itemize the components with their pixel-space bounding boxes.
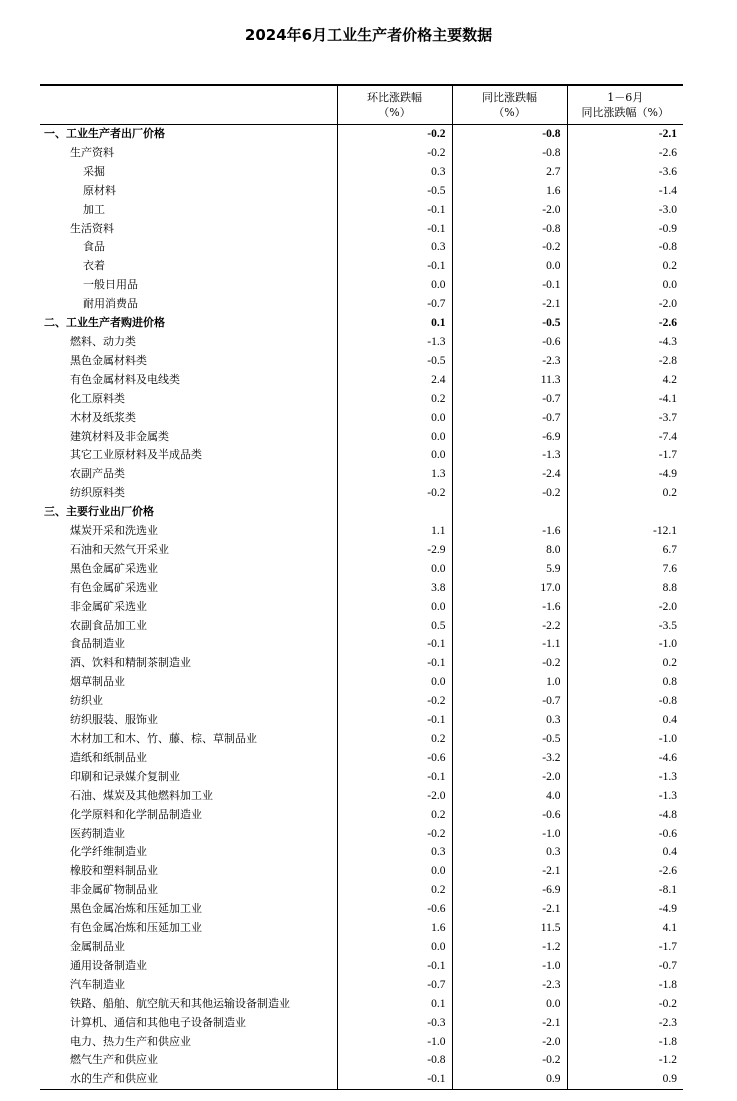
row-label: 石油和天然气开采业 (70, 542, 169, 556)
ytd-value: -4.3 (567, 333, 683, 352)
ytd-value: -4.1 (567, 390, 683, 409)
yoy-value: 0.0 (452, 995, 567, 1014)
yoy-value: 4.0 (452, 787, 567, 806)
mom-value: -0.1 (337, 957, 452, 976)
section-row (40, 314, 683, 333)
header-mom (337, 85, 452, 125)
table-row (40, 825, 683, 844)
table-row (40, 295, 683, 314)
yoy-value: 0.3 (452, 711, 567, 730)
mom-value: -0.5 (337, 182, 452, 201)
table-row (40, 1070, 683, 1089)
ytd-value: -3.0 (567, 201, 683, 220)
yoy-value: -0.8 (452, 220, 567, 239)
mom-value: 0.0 (337, 938, 452, 957)
ytd-value: -1.0 (567, 635, 683, 654)
ytd-value: -3.7 (567, 409, 683, 428)
ytd-value: -4.6 (567, 749, 683, 768)
yoy-value: -0.2 (452, 484, 567, 503)
mom-value: 0.0 (337, 276, 452, 295)
table-row (40, 995, 683, 1014)
row-label: 计算机、通信和其他电子设备制造业 (70, 1015, 246, 1029)
table-row (40, 635, 683, 654)
yoy-value: -1.6 (452, 598, 567, 617)
table-row (40, 711, 683, 730)
table-row (40, 522, 683, 541)
row-label: 印刷和记录媒介复制业 (70, 769, 180, 783)
yoy-value: -2.0 (452, 201, 567, 220)
yoy-value: -2.4 (452, 465, 567, 484)
mom-value: -0.5 (337, 352, 452, 371)
mom-value: -0.7 (337, 295, 452, 314)
table-row (40, 163, 683, 182)
table-row (40, 673, 683, 692)
row-label: 食品制造业 (70, 637, 125, 651)
table-row (40, 333, 683, 352)
ytd-value: 0.8 (567, 673, 683, 692)
yoy-value: -2.0 (452, 768, 567, 787)
mom-value: -0.2 (337, 484, 452, 503)
table-row (40, 768, 683, 787)
table-row (40, 1014, 683, 1033)
row-label: 有色金属材料及电线类 (70, 372, 180, 386)
table-row (40, 465, 683, 484)
yoy-value: -0.5 (452, 314, 567, 333)
yoy-value: -0.2 (452, 654, 567, 673)
row-label: 农副产品类 (70, 467, 125, 481)
ytd-value: 0.9 (567, 1070, 683, 1089)
yoy-value: -0.8 (452, 125, 567, 144)
mom-value: -0.8 (337, 1051, 452, 1070)
mom-value: 0.1 (337, 314, 452, 333)
mom-value: -0.7 (337, 976, 452, 995)
ytd-value: -4.9 (567, 900, 683, 919)
ytd-value: -1.8 (567, 976, 683, 995)
mom-value: 0.3 (337, 163, 452, 182)
ytd-value: -3.5 (567, 617, 683, 636)
header-yoy (452, 85, 567, 125)
table-row (40, 579, 683, 598)
mom-value: 0.2 (337, 806, 452, 825)
ytd-value: -0.7 (567, 957, 683, 976)
yoy-value: -0.1 (452, 276, 567, 295)
ytd-value: -1.3 (567, 787, 683, 806)
table-row (40, 220, 683, 239)
yoy-value: -0.7 (452, 409, 567, 428)
mom-value: 1.3 (337, 465, 452, 484)
ytd-value: 7.6 (567, 560, 683, 579)
ytd-value: 8.8 (567, 579, 683, 598)
row-label: 一、工业生产者出厂价格 (44, 127, 165, 140)
row-label: 造纸和纸制品业 (70, 750, 147, 764)
table-row (40, 617, 683, 636)
mom-value: 1.1 (337, 522, 452, 541)
mom-value: -0.2 (337, 144, 452, 163)
yoy-value: 11.5 (452, 919, 567, 938)
table-row (40, 862, 683, 881)
yoy-value: -0.5 (452, 730, 567, 749)
ytd-value: -1.3 (567, 768, 683, 787)
table-row (40, 238, 683, 257)
yoy-value: -2.3 (452, 352, 567, 371)
row-label: 纺织原料类 (70, 486, 125, 500)
yoy-value: -0.6 (452, 333, 567, 352)
row-label: 农副食品加工业 (70, 618, 147, 632)
ytd-value: -1.7 (567, 938, 683, 957)
row-label: 衣着 (83, 259, 105, 273)
ytd-value: 4.1 (567, 919, 683, 938)
ytd-value: -4.9 (567, 465, 683, 484)
yoy-value: -1.6 (452, 522, 567, 541)
header-yoy-line1: 同比涨跌幅 (482, 91, 537, 104)
table-row (40, 957, 683, 976)
mom-value: -0.2 (337, 825, 452, 844)
mom-value: 0.0 (337, 862, 452, 881)
header-yoy-line2: （%） (493, 106, 526, 119)
mom-value: 3.8 (337, 579, 452, 598)
table-row (40, 692, 683, 711)
table-row (40, 787, 683, 806)
yoy-value: -0.8 (452, 144, 567, 163)
table-row (40, 276, 683, 295)
table-row (40, 428, 683, 447)
ytd-value: -0.9 (567, 220, 683, 239)
section-row (40, 503, 683, 522)
mom-value: 0.0 (337, 428, 452, 447)
ytd-value: 6.7 (567, 541, 683, 560)
mom-value: -0.1 (337, 654, 452, 673)
mom-value: 0.2 (337, 881, 452, 900)
mom-value (337, 503, 452, 522)
row-label: 有色金属冶炼和压延加工业 (70, 921, 202, 935)
row-label: 三、主要行业出厂价格 (44, 505, 154, 519)
yoy-value: 0.0 (452, 257, 567, 276)
mom-value: -0.1 (337, 635, 452, 654)
table-row (40, 560, 683, 579)
table-body (40, 125, 683, 1090)
table-row (40, 371, 683, 390)
mom-value: -0.1 (337, 1070, 452, 1089)
ytd-value: -3.6 (567, 163, 683, 182)
yoy-value: -2.3 (452, 976, 567, 995)
table-row (40, 938, 683, 957)
yoy-value: -1.0 (452, 957, 567, 976)
table-row (40, 446, 683, 465)
mom-value: -0.2 (337, 692, 452, 711)
yoy-value: -1.0 (452, 825, 567, 844)
table-row (40, 1051, 683, 1070)
mom-value: 0.1 (337, 995, 452, 1014)
table-row (40, 352, 683, 371)
table-row (40, 976, 683, 995)
ytd-value: 0.4 (567, 711, 683, 730)
yoy-value: -2.2 (452, 617, 567, 636)
yoy-value: -3.2 (452, 749, 567, 768)
yoy-value: 2.7 (452, 163, 567, 182)
table-row (40, 541, 683, 560)
ytd-value: 0.0 (567, 276, 683, 295)
mom-value: -0.1 (337, 711, 452, 730)
table-header (40, 85, 683, 125)
ytd-value: -7.4 (567, 428, 683, 447)
yoy-value: 17.0 (452, 579, 567, 598)
ytd-value: -2.6 (567, 144, 683, 163)
ytd-value: -1.2 (567, 1051, 683, 1070)
price-data-table (40, 84, 683, 1090)
yoy-value: -1.1 (452, 635, 567, 654)
table-row (40, 843, 683, 862)
mom-value: 0.2 (337, 730, 452, 749)
row-label: 一般日用品 (83, 278, 138, 292)
row-label: 煤炭开采和洗选业 (70, 524, 158, 538)
mom-value: -0.2 (337, 125, 452, 144)
row-label: 通用设备制造业 (70, 958, 147, 972)
ytd-value: -1.8 (567, 1033, 683, 1052)
ytd-value: -2.1 (567, 125, 683, 144)
row-label: 纺织服装、服饰业 (70, 713, 158, 727)
ytd-value: -2.0 (567, 598, 683, 617)
header-ytd-line2: 同比涨跌幅（%） (581, 106, 669, 119)
ytd-value: 4.2 (567, 371, 683, 390)
table-row (40, 749, 683, 768)
yoy-value: 1.6 (452, 182, 567, 201)
mom-value: -0.6 (337, 749, 452, 768)
mom-value: 0.0 (337, 409, 452, 428)
row-label: 橡胶和塑料制品业 (70, 864, 158, 878)
mom-value: 0.3 (337, 843, 452, 862)
mom-value: 0.5 (337, 617, 452, 636)
mom-value: -0.1 (337, 220, 452, 239)
mom-value: -0.3 (337, 1014, 452, 1033)
yoy-value: -1.3 (452, 446, 567, 465)
mom-value: 0.3 (337, 238, 452, 257)
row-label: 生活资料 (70, 221, 114, 235)
yoy-value: 11.3 (452, 371, 567, 390)
row-label: 采掘 (83, 164, 105, 178)
header-indicator (40, 85, 337, 125)
table-row (40, 900, 683, 919)
yoy-value: -2.1 (452, 862, 567, 881)
mom-value: -0.1 (337, 201, 452, 220)
header-row (40, 85, 683, 125)
row-label: 木材加工和木、竹、藤、棕、草制品业 (70, 732, 257, 745)
mom-value: 0.2 (337, 390, 452, 409)
row-label: 化学原料和化学制品制造业 (70, 807, 202, 821)
ytd-value: -12.1 (567, 522, 683, 541)
ytd-value: -2.6 (567, 314, 683, 333)
row-label: 汽车制造业 (70, 977, 125, 991)
yoy-value: 0.3 (452, 843, 567, 862)
row-label: 烟草制品业 (70, 675, 125, 689)
yoy-value: 8.0 (452, 541, 567, 560)
header-mom-line1: 环比涨跌幅 (367, 91, 422, 104)
row-label: 铁路、船舶、航空航天和其他运输设备制造业 (70, 996, 290, 1010)
row-label: 黑色金属冶炼和压延加工业 (70, 902, 202, 916)
yoy-value: -6.9 (452, 428, 567, 447)
table-row (40, 201, 683, 220)
yoy-value: 1.0 (452, 673, 567, 692)
ytd-value: 0.2 (567, 484, 683, 503)
ytd-value: -1.4 (567, 182, 683, 201)
yoy-value: -0.2 (452, 238, 567, 257)
mom-value: 0.0 (337, 673, 452, 692)
row-label: 原材料 (83, 183, 116, 197)
mom-value: 0.0 (337, 560, 452, 579)
ytd-value (567, 503, 683, 522)
yoy-value (452, 503, 567, 522)
row-label: 有色金属矿采选业 (70, 580, 158, 594)
row-label: 化工原料类 (70, 391, 125, 405)
mom-value: -2.9 (337, 541, 452, 560)
table-row (40, 484, 683, 503)
mom-value: -0.6 (337, 900, 452, 919)
row-label: 纺织业 (70, 694, 103, 708)
row-label: 电力、热力生产和供应业 (70, 1034, 191, 1048)
row-label: 黑色金属矿采选业 (70, 561, 158, 575)
yoy-value: -0.6 (452, 806, 567, 825)
table-row (40, 144, 683, 163)
ytd-value: 0.2 (567, 257, 683, 276)
row-label: 酒、饮料和精制茶制造业 (70, 656, 191, 670)
row-label: 加工 (83, 202, 105, 216)
row-label: 二、工业生产者购进价格 (44, 316, 165, 330)
mom-value: -1.0 (337, 1033, 452, 1052)
ytd-value: -8.1 (567, 881, 683, 900)
row-label: 木材及纸浆类 (70, 410, 136, 424)
ytd-value: -2.6 (567, 862, 683, 881)
yoy-value: -2.1 (452, 1014, 567, 1033)
yoy-value: 5.9 (452, 560, 567, 579)
header-ytd-line1: 1－6月 (607, 91, 644, 104)
table-row (40, 806, 683, 825)
table-row (40, 409, 683, 428)
mom-value: 0.0 (337, 598, 452, 617)
mom-value: -0.1 (337, 768, 452, 787)
yoy-value: -2.1 (452, 295, 567, 314)
yoy-value: -2.1 (452, 900, 567, 919)
row-label: 非金属矿采选业 (70, 599, 147, 613)
yoy-value: -0.7 (452, 692, 567, 711)
row-label: 燃气生产和供应业 (70, 1053, 158, 1067)
ytd-value: -4.8 (567, 806, 683, 825)
mom-value: 1.6 (337, 919, 452, 938)
row-label: 水的生产和供应业 (40, 1070, 337, 1089)
row-label: 非金属矿物制品业 (70, 883, 158, 897)
row-label: 金属制品业 (70, 939, 125, 953)
row-label: 建筑材料及非金属类 (70, 429, 169, 443)
ytd-value: -1.0 (567, 730, 683, 749)
table-row (40, 257, 683, 276)
table-row (40, 598, 683, 617)
table-row (40, 881, 683, 900)
ytd-value: -2.0 (567, 295, 683, 314)
yoy-value: -6.9 (452, 881, 567, 900)
ytd-value: 0.4 (567, 843, 683, 862)
row-label: 化学纤维制造业 (70, 845, 147, 859)
row-label: 生产资料 (70, 145, 114, 159)
header-mom-line2: （%） (378, 106, 411, 119)
yoy-value: -2.0 (452, 1033, 567, 1052)
table-row (40, 390, 683, 409)
table-row (40, 182, 683, 201)
table-row (40, 654, 683, 673)
ytd-value: -2.8 (567, 352, 683, 371)
ytd-value: -0.2 (567, 995, 683, 1014)
mom-value: 2.4 (337, 371, 452, 390)
table-row (40, 730, 683, 749)
ytd-value: -0.8 (567, 692, 683, 711)
row-label: 黑色金属材料类 (70, 353, 147, 367)
ytd-value: -2.3 (567, 1014, 683, 1033)
mom-value: -1.3 (337, 333, 452, 352)
section-row (40, 125, 683, 144)
mom-value: 0.0 (337, 446, 452, 465)
table-row (40, 1033, 683, 1052)
yoy-value: 0.9 (452, 1070, 567, 1089)
row-label: 食品 (83, 240, 105, 254)
row-label: 燃料、动力类 (70, 334, 136, 348)
mom-value: -2.0 (337, 787, 452, 806)
yoy-value: -0.7 (452, 390, 567, 409)
page-title: 2024年6月工业生产者价格主要数据 (244, 26, 493, 44)
yoy-value: -1.2 (452, 938, 567, 957)
row-label: 石油、煤炭及其他燃料加工业 (70, 788, 213, 802)
row-label: 其它工业原材料及半成品类 (70, 448, 202, 462)
header-ytd (567, 85, 683, 125)
yoy-value: -0.2 (452, 1051, 567, 1070)
ytd-value: -1.7 (567, 446, 683, 465)
row-label: 耐用消费品 (83, 297, 138, 311)
ytd-value: -0.8 (567, 238, 683, 257)
table-row (40, 919, 683, 938)
row-label: 医药制造业 (70, 826, 125, 840)
ytd-value: -0.6 (567, 825, 683, 844)
mom-value: -0.1 (337, 257, 452, 276)
ytd-value: 0.2 (567, 654, 683, 673)
